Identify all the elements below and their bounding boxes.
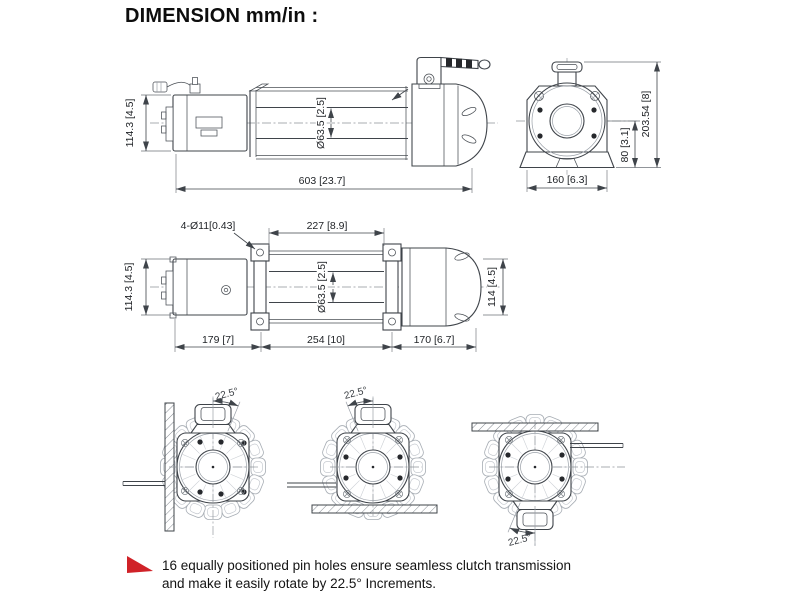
tie-plate-left [251, 244, 269, 330]
rotation-view-floor [287, 397, 437, 525]
dim-front-overall-height: 203.54 [8] [639, 90, 652, 138]
note-line-2: and make it easily rotate by 22.5° Increments. [162, 576, 437, 591]
note-text [162, 557, 571, 593]
dim-bolt-pattern-length: 227 [8.9] [306, 219, 348, 232]
dim-gear-length: 170 [6.7] [413, 333, 455, 346]
dim-mounting-holes: 4-Ø11[0.43] [180, 219, 236, 232]
dim-drum-length: 254 [10] [307, 333, 345, 346]
angle-label-ceiling: 22.5° [507, 532, 533, 549]
dim-top-height: 114.3 [4.5] [123, 98, 136, 148]
dim-top-drum-diameter: Ø63.5 [2.5] [314, 97, 327, 149]
power-connector [153, 78, 200, 94]
rotation-view-ceiling [472, 410, 625, 548]
angle-label-floor: 22.5° [343, 385, 369, 402]
motor-housing-2 [173, 259, 247, 315]
note-line-1: 16 equally positioned pin holes ensure seamless clutch transmission [162, 558, 571, 573]
dim-mid-height-right: 114 [4.5] [485, 266, 498, 308]
gear-housing [412, 84, 487, 166]
rotation-view-wall [123, 397, 270, 539]
dim-overall-length: 603 [23.7] [298, 174, 346, 187]
dim-mid-drum-diameter: Ø63.5 [2.5] [315, 261, 328, 313]
dim-front-center-height: 80 [3.1] [618, 127, 631, 163]
gear-housing-2 [402, 248, 481, 326]
angle-label-wall: 22.5° [214, 386, 240, 403]
tie-plate-right [383, 244, 401, 330]
page-title: DIMENSION mm/in : [125, 5, 319, 27]
mounting-base [520, 152, 614, 168]
note-marker-icon [127, 555, 155, 575]
dim-front-width: 160 [6.3] [546, 173, 588, 186]
mounting-floor [312, 505, 437, 513]
motor-housing [173, 95, 247, 151]
dim-motor-length: 179 [7] [201, 333, 235, 346]
dim-mid-height-left: 114.3 [4.5] [122, 262, 135, 312]
